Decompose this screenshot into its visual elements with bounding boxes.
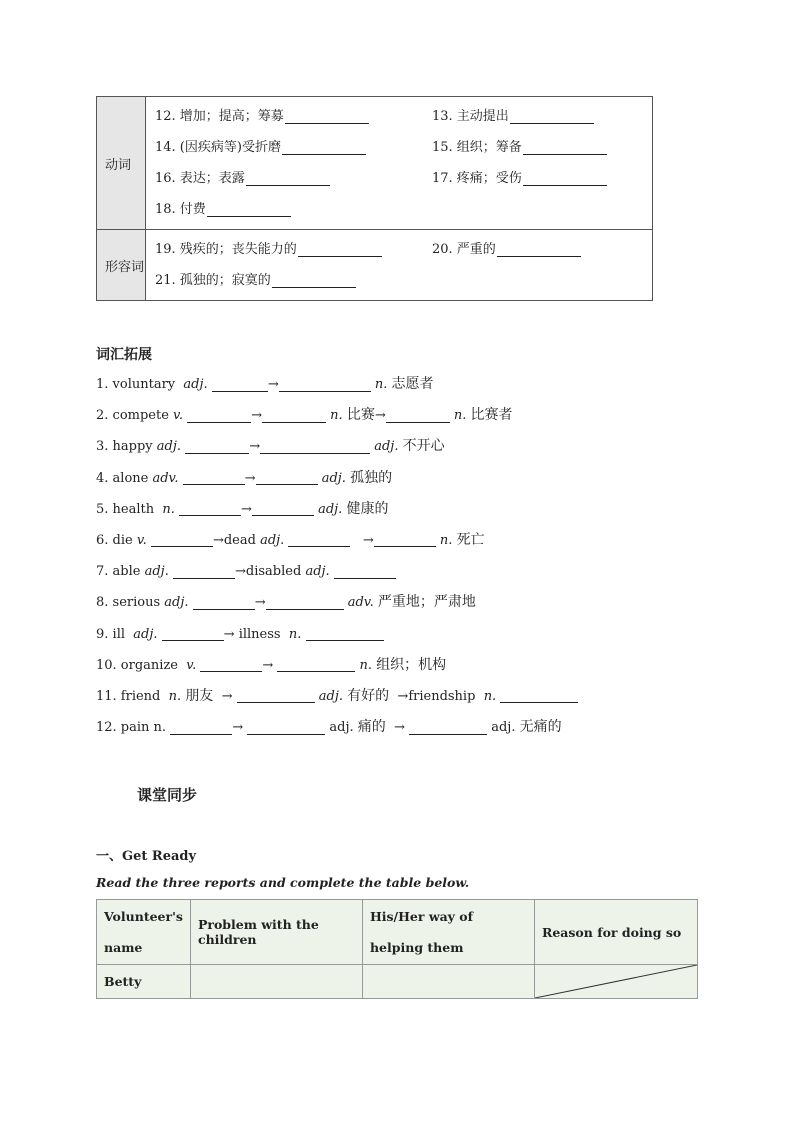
answer-blank[interactable]	[237, 689, 315, 703]
answer-blank[interactable]	[277, 658, 355, 672]
list-item: 12. pain n. → adj. 痛的 → adj. 无痛的	[96, 719, 562, 736]
answer-blank[interactable]	[170, 721, 232, 735]
answer-blank[interactable]	[374, 533, 436, 547]
answer-blank[interactable]	[266, 596, 344, 610]
expansion-list	[96, 369, 578, 743]
answer-blank[interactable]	[523, 140, 607, 155]
answer-blank[interactable]	[246, 171, 330, 186]
cell-problem[interactable]	[190, 965, 362, 999]
verb-items	[146, 97, 653, 230]
answer-blank[interactable]	[282, 140, 366, 155]
answer-blank[interactable]	[272, 273, 356, 288]
answer-blank[interactable]	[200, 658, 262, 672]
answer-blank[interactable]	[151, 533, 213, 547]
answer-blank[interactable]	[162, 627, 224, 641]
diagonal-line	[535, 965, 697, 998]
sync-heading: 课堂同步	[137, 786, 198, 804]
vocab-item: 19. 残疾的；丧失能力的	[155, 234, 432, 265]
answer-blank[interactable]	[179, 502, 241, 516]
list-item: 2. compete v. → n. 比赛→ n. 比赛者	[96, 407, 513, 424]
vocab-table	[96, 96, 653, 301]
header-way-of-helping: His/Her way of helping them	[362, 900, 534, 965]
answer-blank[interactable]	[185, 440, 249, 454]
vocab-item: 21. 孤独的；寂寞的	[155, 265, 432, 296]
list-item: 1. voluntary adj. → n. 志愿者	[96, 376, 434, 392]
vocab-item: 13. 主动提出	[432, 101, 652, 132]
answer-blank[interactable]	[288, 533, 350, 547]
answer-blank[interactable]	[285, 109, 369, 124]
get-ready-instruction: Read the three reports and complete the table below.	[96, 875, 470, 890]
answer-blank[interactable]	[497, 242, 581, 257]
list-item: 5. health n. → adj. 健康的	[96, 500, 389, 517]
answer-blank[interactable]	[252, 502, 314, 516]
answer-blank[interactable]	[298, 242, 382, 257]
list-item: 8. serious adj. → adv. 严重地；严肃地	[96, 594, 476, 611]
answer-blank[interactable]	[386, 409, 450, 423]
vocab-item: 12. 增加；提高；筹募	[155, 101, 432, 132]
table-row	[97, 965, 698, 999]
cell-name: Betty	[97, 965, 191, 999]
answer-blank[interactable]	[523, 171, 607, 186]
vocab-item: 16. 表达；表露	[155, 163, 432, 194]
answer-blank[interactable]	[409, 721, 487, 735]
adj-items	[146, 230, 653, 301]
answer-blank[interactable]	[500, 689, 578, 703]
list-item: 4. alone adv. → adj. 孤独的	[96, 469, 393, 486]
list-item: 10. organize v. → n. 组织；机构	[96, 656, 447, 673]
expansion-heading: 词汇拓展	[96, 347, 152, 363]
list-item: 11. friend n. 朋友 → adj. 有好的 →friendship n.	[96, 681, 578, 712]
answer-blank[interactable]	[212, 378, 268, 392]
answer-blank[interactable]	[187, 409, 251, 423]
answer-blank[interactable]	[262, 409, 326, 423]
list-item: 9. ill adj. → illness n.	[96, 619, 578, 650]
answer-blank[interactable]	[193, 596, 255, 610]
list-item: 7. able adj. →disabled adj.	[96, 556, 578, 587]
answer-blank[interactable]	[173, 565, 235, 579]
report-table	[96, 899, 698, 999]
verb-label: 动词	[97, 97, 146, 230]
header-problem: Problem with the children	[190, 900, 362, 965]
answer-blank[interactable]	[183, 471, 245, 485]
answer-blank[interactable]	[260, 440, 370, 454]
answer-blank[interactable]	[256, 471, 318, 485]
answer-blank[interactable]	[306, 627, 384, 641]
list-item: 6. die v. →dead adj. → n. 死亡	[96, 531, 485, 548]
cell-reason[interactable]	[534, 965, 697, 999]
header-reason: Reason for doing so	[534, 900, 697, 965]
vocab-item: 20. 严重的	[432, 234, 652, 265]
answer-blank[interactable]	[207, 202, 291, 217]
answer-blank[interactable]	[334, 565, 396, 579]
list-item: 3. happy adj. → adj. 不开心	[96, 438, 445, 455]
answer-blank[interactable]	[510, 109, 594, 124]
get-ready-heading: 一、Get Ready	[96, 849, 197, 864]
header-volunteer-name: Volunteer's name	[97, 900, 191, 965]
answer-blank[interactable]	[247, 721, 325, 735]
cell-way[interactable]	[362, 965, 534, 999]
vocab-item: 18. 付费	[155, 194, 432, 225]
adj-label: 形容词	[97, 230, 146, 301]
vocab-item: 14. (因疾病等)受折磨	[155, 132, 432, 163]
vocab-item: 15. 组织；筹备	[432, 132, 652, 163]
answer-blank[interactable]	[279, 378, 371, 392]
vocab-item: 17. 疼痛；受伤	[432, 163, 652, 194]
